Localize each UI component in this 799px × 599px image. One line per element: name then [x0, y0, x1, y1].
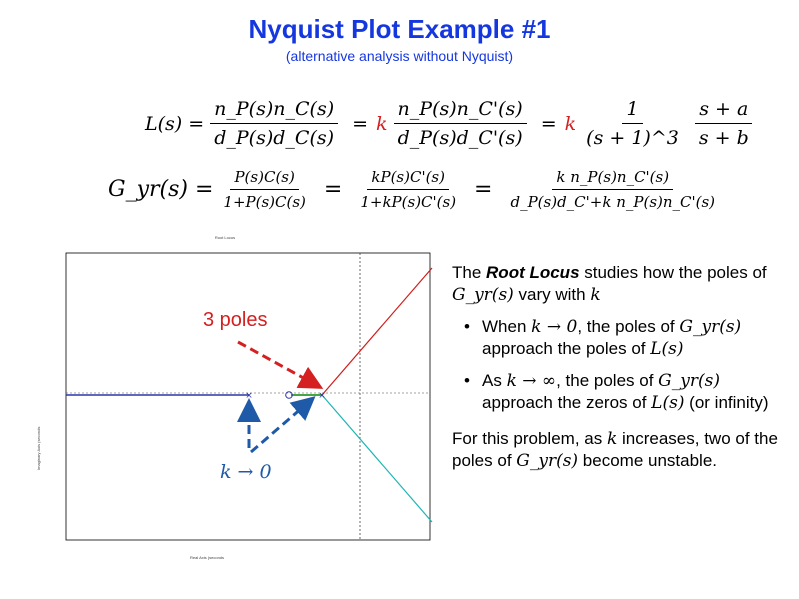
intro-paragraph: The Root Locus studies how the poles of G_yr(s) vary with k — [452, 263, 767, 305]
eq2-frac2: $\frac{kP(s)C'(s)}{1+kP(s)C'(s)}$ — [360, 168, 457, 211]
eq2-lhs: G_yr(s) = — [108, 177, 214, 202]
pole-marker-2: × — [318, 391, 326, 401]
eq1-frac2: $\frac{n\_P(s)n\_C'(s)}{d\_P(s)d\_C'(s)}$ — [394, 98, 527, 149]
root-locus-plot — [0, 230, 450, 570]
pole-marker-1: × — [245, 391, 253, 401]
page-title: Nyquist Plot Example #1 — [248, 14, 551, 44]
page-subtitle: (alternative analysis without Nyquist) — [285, 48, 514, 64]
bullet-k-to-infinity: • As k → ∞, the poles of G_yr(s) approach the zeros of L(s) (or infinity) — [464, 371, 769, 413]
eq1-gain-k: k — [376, 112, 388, 135]
bullet-k-to-zero: • When k → 0, the poles of G_yr(s) approach the poles of L(s) — [464, 317, 742, 359]
eq1-frac1: $\frac{n\_P(s)n\_C(s)}{d\_P(s)d\_C(s)}$ — [210, 98, 338, 149]
eq1-lhs: L(s) = — [145, 112, 205, 135]
conclusion-paragraph: For this problem, as k increases, two of the poles of G_yr(s) become unstable. — [452, 429, 778, 471]
plot-xlabel: Real Axis (seconds — [190, 555, 225, 560]
annotation-3-poles: 3 poles — [203, 309, 268, 331]
eq2-frac1: $\frac{P(s)C(s)}{1+P(s)C(s)}$ — [223, 168, 306, 211]
equation-loop-transfer: L(s) = $\frac{n\_P(s)n\_C(s)}{d\_P(s)d\_C(s)}$ = k $\frac{n\_P(s)n\_C'(s)}{d\_P(s)d\_C'(s)}$ = k $\frac{1}{(s + 1)\^{}3}$ $\frac{s + a}{s + b}$ — [145, 98, 759, 149]
plot-title: Root Locus — [214, 235, 236, 240]
locus-branch-red — [322, 268, 432, 395]
root-locus-emphasis: Root Locus — [486, 263, 580, 282]
explanation-panel — [452, 262, 787, 482]
equation-closed-loop: G_yr(s) = $\frac{P(s)C(s)}{1+P(s)C(s)}$ = $\frac{kP(s)C'(s)}{1+kP(s)C'(s)}$ = $\frac{\text{k n\_P(s)n\_C'(s)}}{\text{d\_P(s)d\_C'+k n\_P(s)n\_C'(s)}}$ — [108, 168, 725, 211]
annotation-k-to-0: k → 0 — [220, 461, 272, 483]
eq1-frac3: $\frac{1}{(s + 1)\^{}3}$ — [586, 98, 679, 149]
k0-arrow-diag — [251, 400, 311, 452]
locus-branch-cyan — [322, 395, 432, 522]
poles-arrow — [238, 342, 318, 386]
plot-ylabel: Imaginary Axis (seconds — [36, 426, 41, 470]
eq2-frac3: $\frac{\text{k n\_P(s)n\_C'(s)}}{\text{d\_P(s)d\_C'+k n\_P(s)n\_C'(s)}}$ — [510, 168, 716, 211]
eq1-frac4: $\frac{s + a}{s + b}$ — [695, 98, 753, 149]
eq1-gain-k2: k — [564, 112, 577, 135]
